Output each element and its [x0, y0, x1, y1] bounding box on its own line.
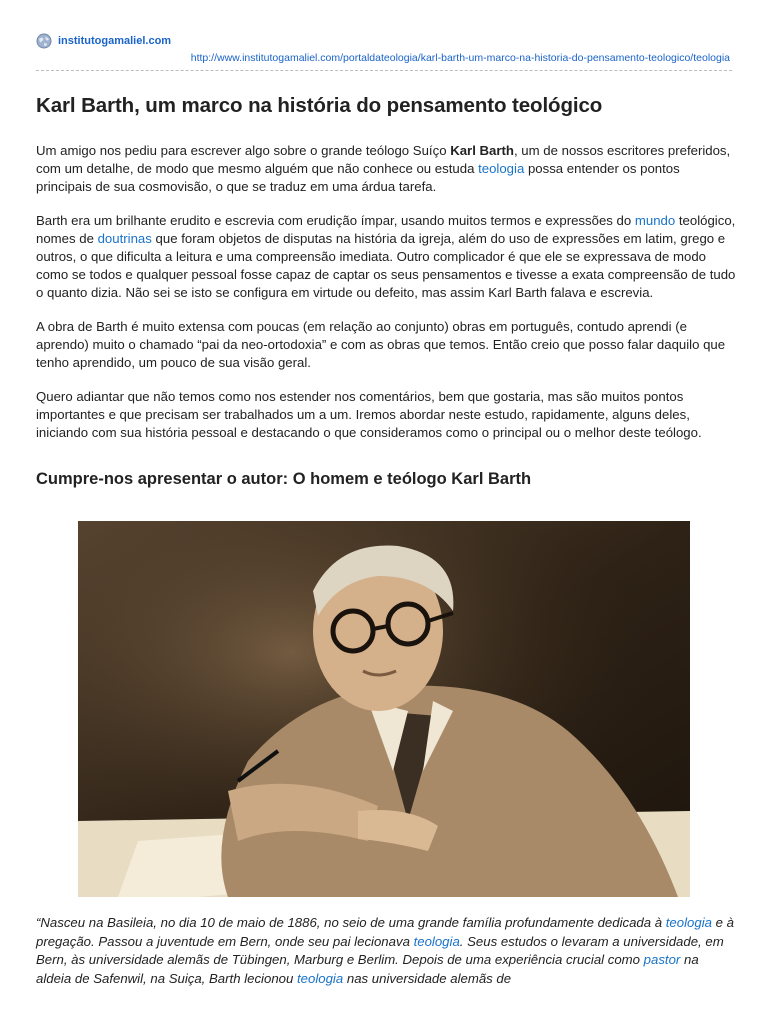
section-subtitle: Cumpre-nos apresentar o autor: O homem e teólogo Karl Barth	[36, 470, 532, 488]
mundo-link[interactable]: mundo	[634, 213, 676, 228]
paragraph-2-text-c: que foram objetos de disputas na história da igreja, além do uso de expressões em latim, grego e outros, o que dificulta a leitura e uma compreensão imediata. Outro complicador é que ele se expressava de modo como se todos e qualquer pessoal fosse capaz de captar os seus pensamentos e tivesse a exata compreensão de tudo o quanto dizia. Não sei se isto se configura em virtude ou defeito, mas assim Karl Barth falava e escrevia.	[36, 231, 736, 300]
quote-teologia-link-1[interactable]: teologia	[665, 915, 712, 930]
quote-text-e: nas universidade alemãs de	[343, 970, 512, 986]
globe-icon	[36, 33, 52, 49]
paragraph-4: Quero adiantar que não temos como nos estender nos comentários, bem que gostaria, mas são muitos pontos importantes e que precisam ser trabalhados um a um. Iremos abordar neste estudo, rapidamente, alguns deles, iniciando com sua história pessoal e destacando o que consideramos como o principal ou o melhor deste teólogo.	[36, 389, 702, 440]
quote-text-a: “Nasceu na Basileia, no dia 10 de maio de 1886, no seio de uma grande família profundamente dedicada à	[36, 915, 666, 930]
karl-barth-photo	[78, 521, 690, 897]
article-body	[36, 92, 736, 502]
doutrinas-link[interactable]: doutrinas	[97, 231, 152, 246]
article-title: Karl Barth, um marco na história do pensamento teológico	[36, 94, 603, 117]
karl-barth-bold: Karl Barth	[450, 143, 514, 158]
paragraph-3: A obra de Barth é muito extensa com poucas (em relação ao conjunto) obras em português, contudo aprendi (e aprendo) muito o chamado “pai da neo-ortodoxia” e com as obras que temos. Então creio que posso falar daquilo que tenho aprendido, um pouco de sua visão geral.	[36, 319, 726, 370]
site-row	[36, 32, 732, 50]
portrait-illustration	[78, 521, 690, 897]
paragraph-2-text-a: Barth era um brilhante erudito e escrevia com erudição ímpar, usando muitos termos e expressões do	[36, 213, 635, 228]
paragraph-2-text-b: teológico, nomes de	[36, 213, 736, 246]
quote-text-c: . Seus estudos o levaram a universidade, em Bern, às universidade alemãs de Tübingen, Marburg e Berlim. Depois de uma experiência crucial como	[36, 933, 724, 967]
site-name-link[interactable]: institutogamaliel.com	[58, 35, 172, 47]
quote-teologia-link-3[interactable]: teologia	[297, 970, 344, 986]
source-url-link[interactable]: http://www.institutogamaliel.com/portaldateologia/karl-barth-um-marco-na-historia-do-pensamento-teologico/teologia	[190, 52, 730, 64]
paragraph-2	[36, 212, 736, 302]
quote-pastor-link[interactable]: pastor	[643, 952, 681, 967]
quote-teologia-link-2[interactable]: teologia	[413, 933, 460, 949]
paragraph-1	[36, 142, 736, 196]
paragraph-1-text-a: Um amigo nos pediu para escrever algo sobre o grande teólogo Suíço	[36, 143, 451, 158]
page-header	[36, 32, 732, 64]
teologia-link[interactable]: teologia	[478, 161, 525, 176]
biography-quote	[36, 914, 736, 988]
paragraph-1-text-b: , um de nossos escritores preferidos, com um detalhe, de modo que mesmo alguém que não conhece ou estuda	[36, 143, 731, 176]
paragraph-1-text-c: possa entender os pontos principais de sua cosmovisão, o que se traduz em uma árdua tarefa.	[36, 161, 680, 194]
quote-text-b: e à pregação. Passou a juventude em Bern, onde seu pai lecionava	[36, 915, 734, 949]
header-divider	[36, 70, 732, 71]
quote-text-d: na aldeia de Safenwil, na Suiça, Barth lecionou	[36, 952, 699, 986]
